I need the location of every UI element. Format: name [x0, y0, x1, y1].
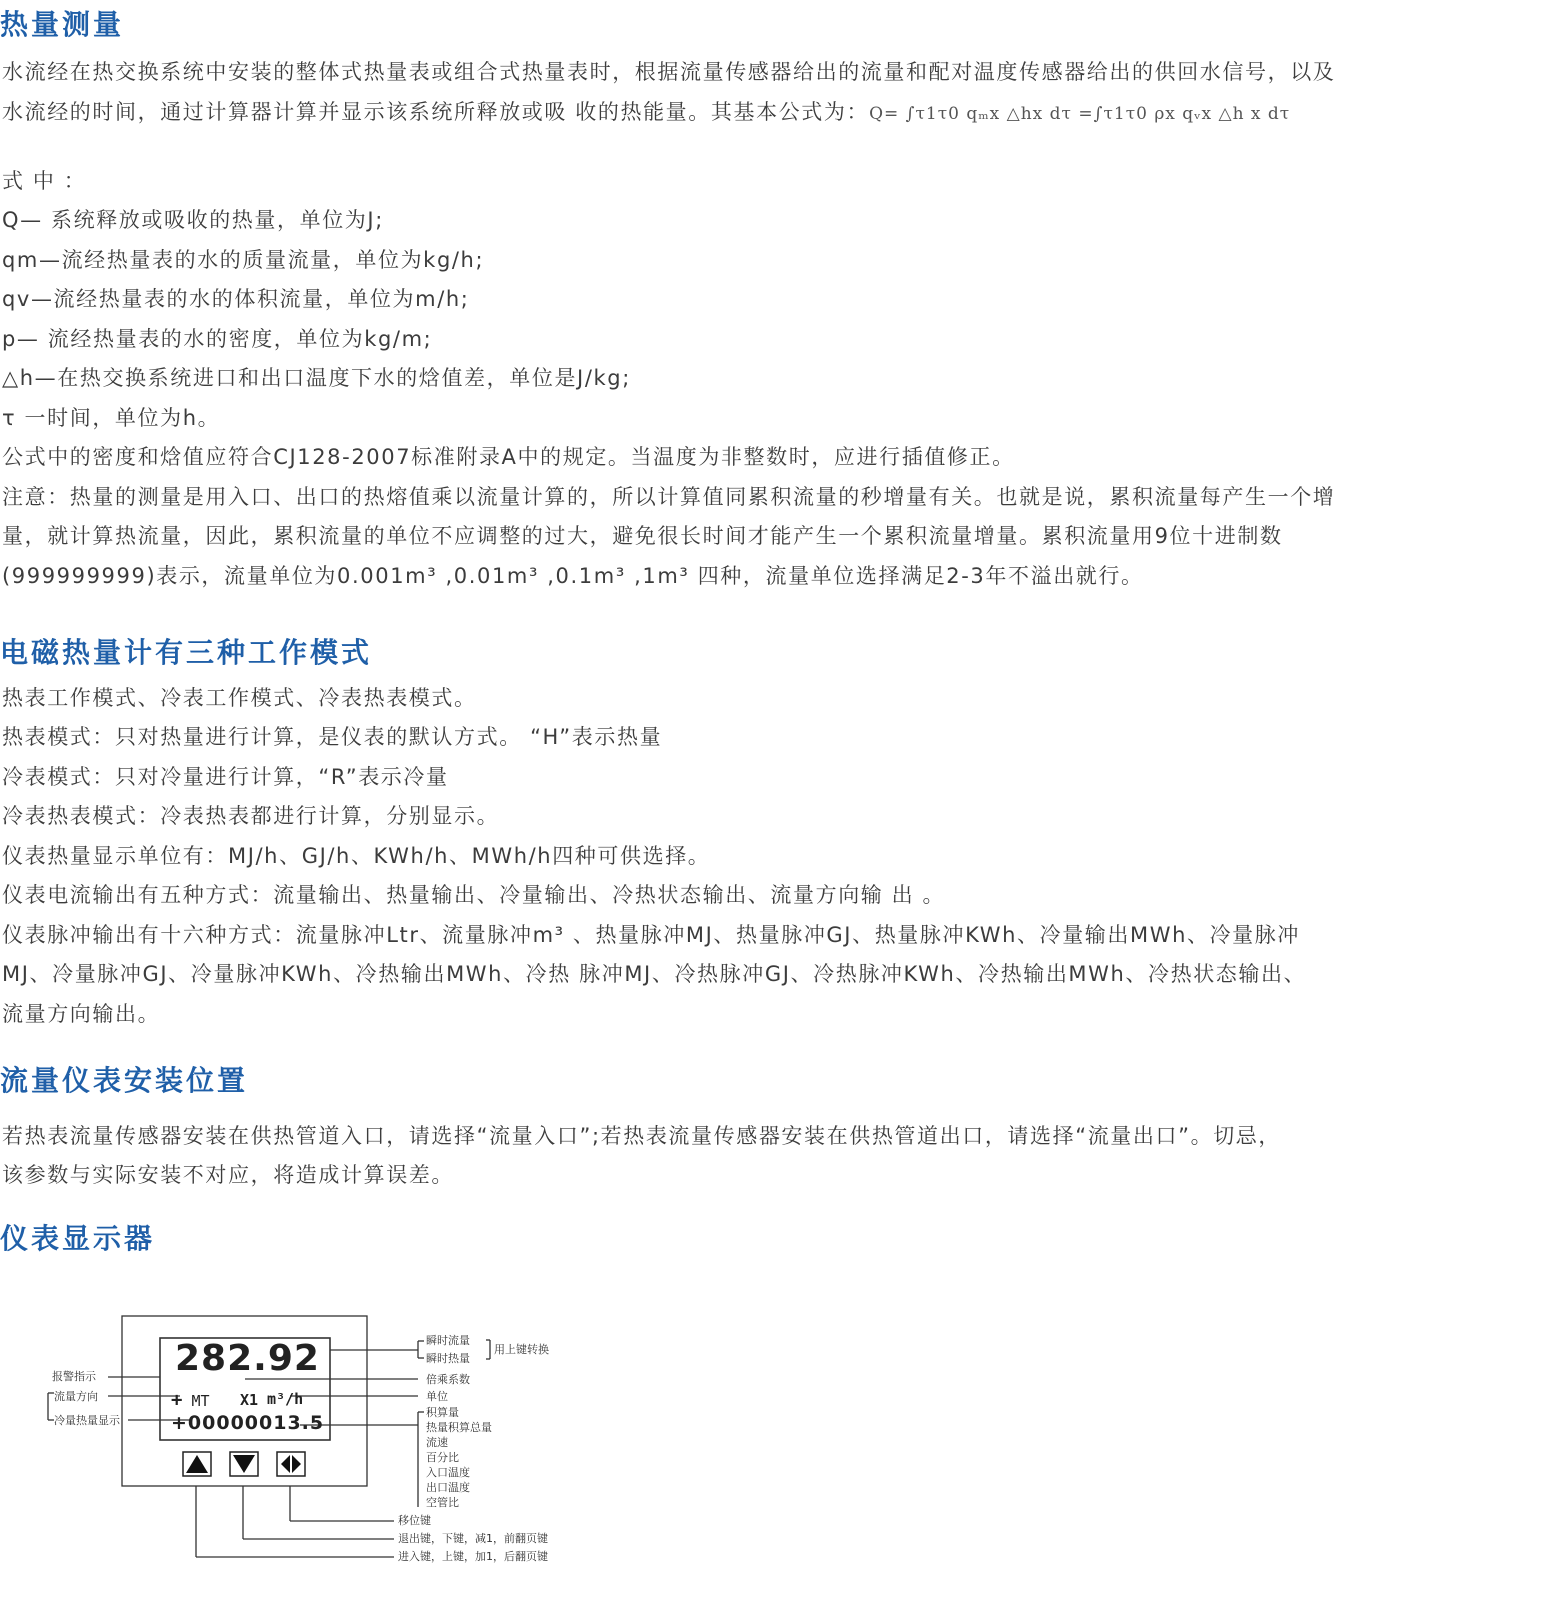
lcd-multiplier: X1: [240, 1391, 259, 1409]
def-line: qv—流经热量表的水的体积流量，单位为m/h;: [2, 287, 470, 311]
label-outlet-temp: 出口温度: [426, 1481, 470, 1494]
flag-text: MT: [191, 1392, 210, 1410]
def-line: qm—流经热量表的水的质量流量，单位为kg/h;: [2, 248, 485, 272]
def-line: △h—在热交换系统进口和出口温度下水的焓值差，单位是J/kg;: [2, 366, 631, 390]
intro-line-2-text: 水流经的时间，通过计算器计算并显示该系统所释放或吸 收的热能量。其基本公式为：: [2, 100, 870, 124]
mode-line: 流量方向输出。: [2, 1002, 161, 1026]
note-line: 量，就计算热流量，因此，累积流量的单位不应调整的过大，避免很长时间才能产生一个累积流量增量。累积流量用9位十进制数: [2, 524, 1283, 548]
intro-line-2: [2, 97, 1290, 129]
label-empty-pipe: 空管比: [426, 1496, 459, 1509]
section-title-install: 流量仪表安装位置: [0, 1064, 249, 1097]
label-shift-key: 移位键: [398, 1514, 431, 1527]
label-inlet-temp: 入口温度: [426, 1466, 470, 1479]
lcd-main-value: 282.92: [175, 1338, 320, 1379]
note-line: (999999999)表示，流量单位为0.001m³ ,0.01m³ ,0.1m³ ,1m³ 四种，流量单位选择满足2-3年不溢出就行。: [2, 564, 1144, 588]
label-multiplier: 倍乘系数: [426, 1373, 470, 1386]
def-line: 公式中的密度和焓值应符合CJ128-2007标准附录A中的规定。当温度为非整数时，应进行插值修正。: [2, 445, 1015, 469]
mode-line: 热表模式：只对热量进行计算，是仪表的默认方式。 “H”表示热量: [2, 725, 663, 749]
section-title-heat-measurement: 热量测量: [0, 8, 125, 41]
mode-line: 热表工作模式、冷表工作模式、冷表热表模式。: [2, 686, 477, 710]
label-up-key-switch: 用上键转换: [494, 1343, 549, 1356]
section-title-display: 仪表显示器: [0, 1222, 156, 1255]
meter-display-diagram: [0, 1300, 620, 1598]
def-line: τ 一时间，单位为h。: [2, 406, 221, 430]
lcd-unit: m³/h: [267, 1390, 304, 1408]
label-up-key: 进入键，上键，加1，后翻页键: [398, 1550, 548, 1563]
label-velocity: 流速: [426, 1436, 448, 1449]
mode-line: 仪表脉冲输出有十六种方式：流量脉冲Ltr、流量脉冲m³ 、热量脉冲MJ、热量脉冲GJ、热量脉冲KWh、冷量输出MWh、冷量脉冲: [2, 923, 1300, 947]
label-percent: 百分比: [426, 1451, 459, 1464]
mode-line: 仪表电流输出有五种方式：流量输出、热量输出、冷量输出、冷热状态输出、流量方向输 出 。: [2, 883, 946, 907]
label-down-key: 退出键，下键，减1，前翻页键: [398, 1532, 548, 1545]
label-instant-heat: 瞬时热量: [426, 1352, 470, 1365]
heat-formula: Q= ∫τ1τ0 qₘx △hx dτ =∫τ1τ0 ρx qᵥx △h x dτ: [869, 104, 1291, 124]
label-unit: 单位: [426, 1390, 448, 1403]
label-total: 积算量: [426, 1406, 459, 1419]
lcd-sign: [171, 1389, 210, 1411]
label-instant-flow: 瞬时流量: [426, 1334, 470, 1347]
install-line: 若热表流量传感器安装在供热管道入口，请选择“流量入口”;若热表流量传感器安装在供热管道出口，请选择“流量出口”。切忌，: [2, 1124, 1281, 1148]
section-title-modes: 电磁热量计有三种工作模式: [0, 636, 373, 669]
label-flow-direction: 流量方向: [54, 1390, 98, 1403]
label-heat-total: 热量积算总量: [426, 1421, 492, 1434]
def-line: p— 流经热量表的水的密度，单位为kg/m;: [2, 327, 433, 351]
lcd-total: +00000013.5: [171, 1412, 325, 1434]
label-alarm: 报警指示: [52, 1370, 96, 1383]
sign-symbol: +: [171, 1389, 183, 1411]
def-line: Q— 系统释放或吸收的热量，单位为J;: [2, 208, 384, 232]
install-line: 该参数与实际安装不对应，将造成计算误差。: [2, 1163, 454, 1187]
mode-line: 冷表热表模式：冷表热表都进行计算，分别显示。: [2, 804, 500, 828]
note-line: 注意：热量的测量是用入口、出口的热熔值乘以流量计算的，所以计算值同累积流量的秒增量有关。也就是说，累积流量每产生一个增: [2, 485, 1336, 509]
intro-line-1: 水流经在热交换系统中安装的整体式热量表或组合式热量表时，根据流量传感器给出的流量和配对温度传感器给出的供回水信号，以及: [2, 60, 1336, 84]
mode-line: 冷表模式：只对冷量进行计算，“R”表示冷量: [2, 765, 449, 789]
label-cold-heat: 冷量热量显示: [54, 1414, 120, 1427]
mode-line: 仪表热量显示单位有：MJ/h、GJ/h、KWh/h、MWh/h四种可供选择。: [2, 844, 711, 868]
mode-line: MJ、冷量脉冲GJ、冷量脉冲KWh、冷热输出MWh、冷热 脉冲MJ、冷热脉冲GJ、冷热脉冲KWh、冷热输出MWh、冷热状态输出、: [2, 962, 1307, 986]
where-label: 式 中 ：: [2, 169, 87, 193]
